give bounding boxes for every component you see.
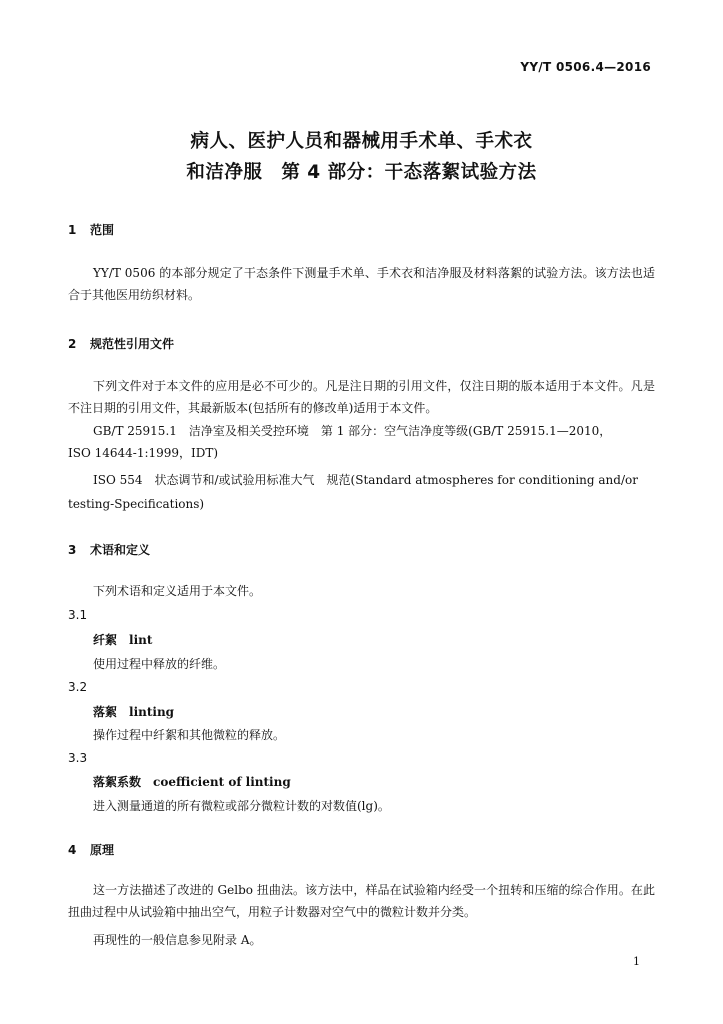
page-number: 1	[633, 955, 640, 968]
section-3-heading	[68, 541, 150, 558]
standard-code: YY/T 0506.4—2016	[520, 60, 651, 74]
section-number: 3	[68, 543, 77, 557]
section-title: 规范性引用文件	[90, 337, 175, 351]
term-chinese: 纤絮	[93, 633, 118, 647]
term-definition: 使用过程中释放的纤维。	[93, 657, 226, 671]
term-english: linting	[129, 705, 175, 719]
section-4-paragraph-2: 再现性的一般信息参见附录 A。	[93, 933, 262, 947]
section-4-paragraph: 这一方法描述了改进的 Gelbo 扭曲法。该方法中，样品在试验箱内经受一个扭转和压缩的综合作用。在此扭曲过程中从试验箱中抽出空气，用粒子计数器对空气中的微粒计数并分类。	[68, 883, 655, 919]
section-1-heading	[68, 221, 114, 238]
section-number: 4	[68, 843, 77, 857]
term-name	[93, 773, 291, 790]
section-2-paragraph: 下列文件对于本文件的应用是必不可少的。凡是注日期的引用文件，仅注日期的版本适用于本文件。凡是不注日期的引用文件，其最新版本(包括所有的修改单)适用于本文件。	[68, 379, 655, 415]
section-title: 原理	[90, 843, 115, 857]
section-2-heading	[68, 335, 174, 352]
term-english: coefficient of linting	[153, 775, 291, 789]
document-title-line1: 病人、医护人员和器械用手术单、手术衣	[190, 131, 533, 152]
term-name	[93, 703, 174, 720]
term-definition: 进入测量通道的所有微粒或部分微粒计数的对数值(lg)。	[93, 799, 390, 813]
reference-1-line2: ISO 14644-1:1999，IDT)	[68, 446, 219, 460]
section-title: 范围	[90, 223, 115, 237]
term-number: 3.1	[68, 608, 88, 622]
document-title-line2: 和洁净服 第 4 部分：干态落絮试验方法	[186, 162, 537, 183]
section-title: 术语和定义	[90, 543, 151, 557]
term-chinese: 落絮	[93, 705, 118, 719]
section-3-intro: 下列术语和定义适用于本文件。	[93, 584, 262, 598]
term-definition: 操作过程中纤絮和其他微粒的释放。	[93, 728, 286, 742]
section-1-paragraph: YY/T 0506 的本部分规定了干态条件下测量手术单、手术衣和洁净服及材料落絮的试验方法。该方法也适合于其他医用纺织材料。	[68, 266, 655, 302]
section-4-heading	[68, 841, 114, 858]
term-number: 3.2	[68, 680, 88, 694]
term-name	[93, 631, 152, 648]
reference-2-line1: ISO 554 状态调节和/或试验用标准大气 规范(Standard atmospheres for conditioning and/or	[93, 473, 638, 487]
section-number: 2	[68, 337, 77, 351]
section-number: 1	[68, 223, 77, 237]
term-chinese: 落絮系数	[93, 775, 142, 789]
reference-1-line1: GB/T 25915.1 洁净室及相关受控环境 第 1 部分：空气洁净度等级(GB/T 25915.1—2010，	[93, 424, 612, 438]
term-number: 3.3	[68, 751, 88, 765]
term-english: lint	[129, 633, 153, 647]
reference-2-line2: testing-Specifications)	[68, 497, 205, 511]
